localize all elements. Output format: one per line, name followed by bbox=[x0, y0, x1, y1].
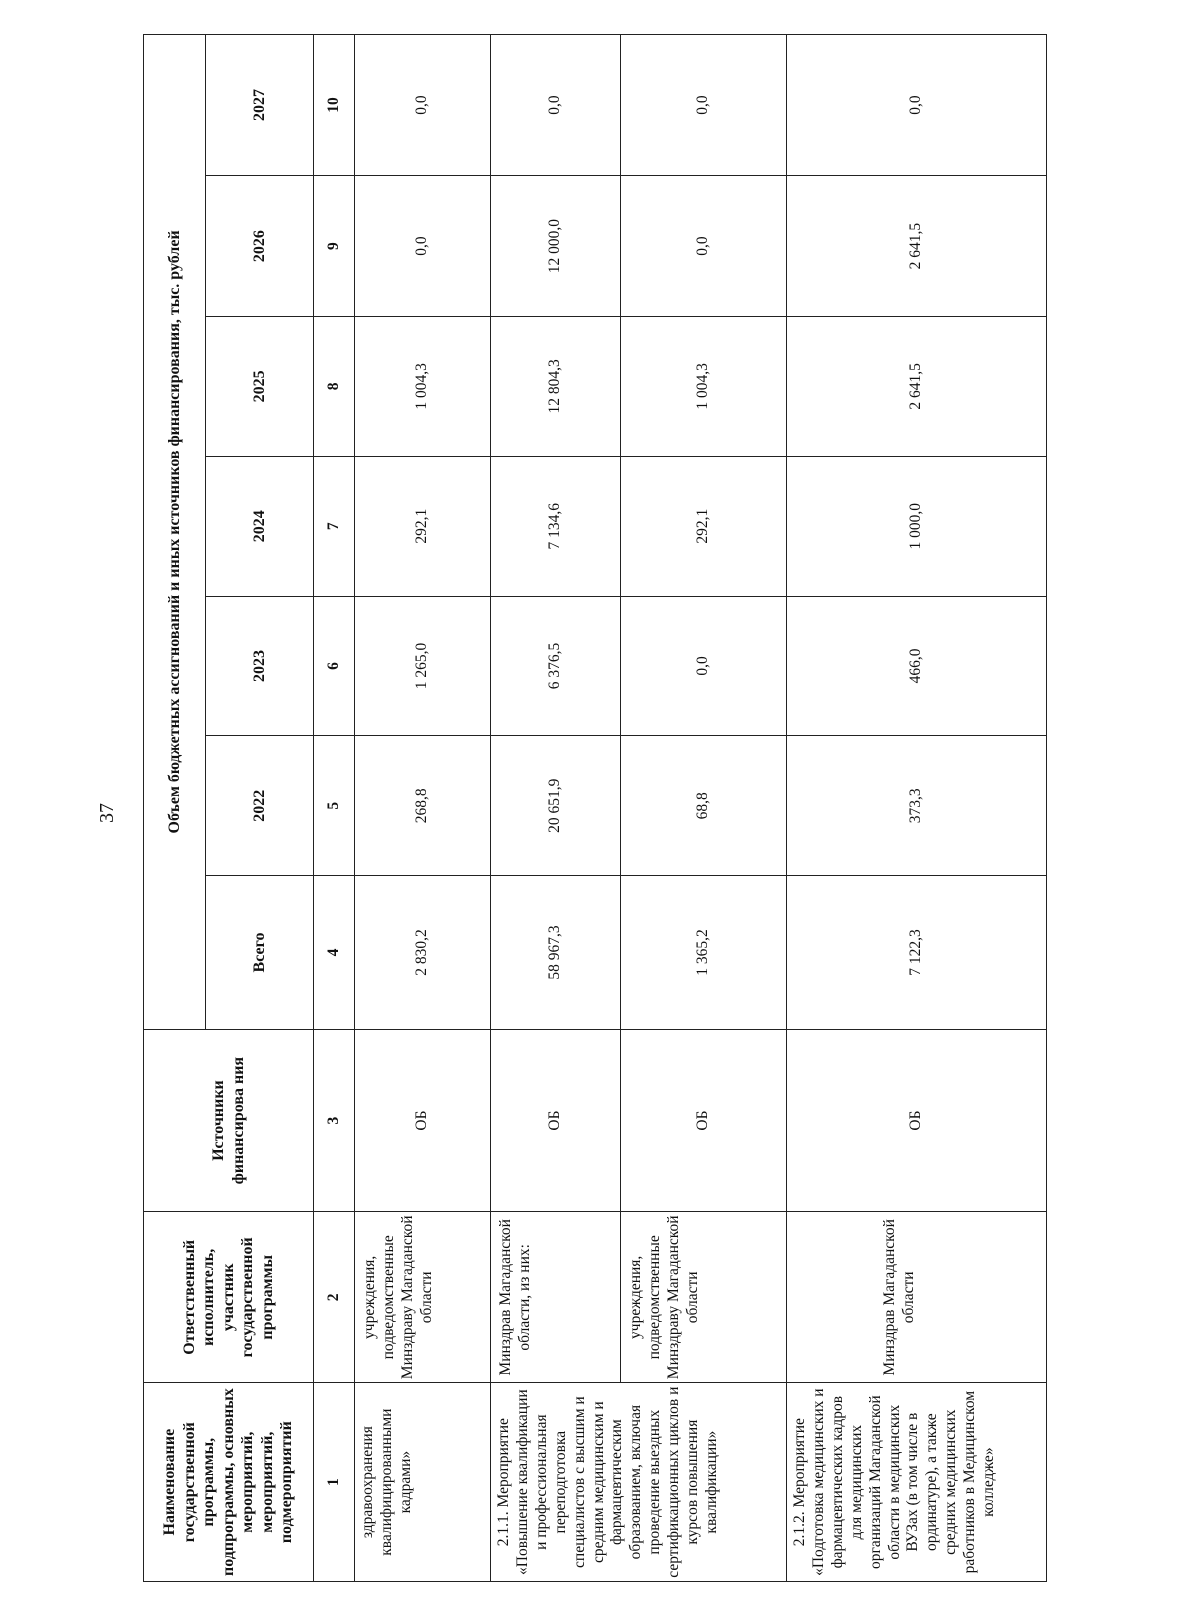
row-responsible: учреждения, подведомственные Минздраву Магаданской области bbox=[621, 1212, 787, 1383]
row-value-2023: 6 376,5 bbox=[491, 596, 621, 736]
column-number: 4 bbox=[314, 876, 355, 1030]
table-row bbox=[787, 35, 1047, 1582]
row-value-2026: 12 000,0 bbox=[491, 176, 621, 317]
row-value-2026: 2 641,5 bbox=[787, 176, 1047, 317]
row-value-total: 7 122,3 bbox=[787, 876, 1047, 1030]
row-value-total: 58 967,3 bbox=[491, 876, 621, 1030]
header-year-2022: 2022 bbox=[206, 736, 314, 876]
column-number: 3 bbox=[314, 1029, 355, 1212]
row-value-2022: 268,8 bbox=[355, 736, 491, 876]
table-row bbox=[621, 35, 787, 1582]
header-source: Источники финансирова ния bbox=[144, 1029, 314, 1212]
row-value-2024: 7 134,6 bbox=[491, 456, 621, 596]
row-source: ОБ bbox=[621, 1029, 787, 1212]
page-number: 37 bbox=[96, 803, 118, 823]
column-number: 1 bbox=[314, 1383, 355, 1582]
row-value-2022: 20 651,9 bbox=[491, 736, 621, 876]
header-name: Наименование государственной программы, подпрограммы, основных мероприятий, мероприятий, подмероприятий bbox=[144, 1383, 314, 1582]
row-name: 2.1.2. Мероприятие «Подготовка медицинских и фармацевтических кадров для медицинских организаций Магаданской области в медицинских ВУЗах (в том числе в ординатуре), а также средних медицинских работников в Медицинском колледже» bbox=[787, 1383, 1047, 1582]
column-number: 8 bbox=[314, 317, 355, 457]
row-value-2023: 0,0 bbox=[621, 596, 787, 736]
header-total: Всего bbox=[206, 876, 314, 1030]
row-name: здравоохранения квалифицированными кадрами» bbox=[355, 1383, 491, 1582]
row-value-2025: 2 641,5 bbox=[787, 317, 1047, 457]
financing-table-container bbox=[143, 34, 1035, 1582]
column-number: 7 bbox=[314, 456, 355, 596]
row-value-2022: 373,3 bbox=[787, 736, 1047, 876]
column-number: 10 bbox=[314, 35, 355, 176]
row-value-2023: 1 265,0 bbox=[355, 596, 491, 736]
row-source: ОБ bbox=[355, 1029, 491, 1212]
row-source: ОБ bbox=[787, 1029, 1047, 1212]
financing-table bbox=[143, 34, 1047, 1582]
row-value-2027: 0,0 bbox=[491, 35, 621, 176]
header-responsible: Ответственный исполнитель, участник государственной программы bbox=[144, 1212, 314, 1383]
row-value-2025: 1 004,3 bbox=[621, 317, 787, 457]
row-responsible: учреждения, подведомственные Минздраву Магаданской области bbox=[355, 1212, 491, 1383]
header-year-2025: 2025 bbox=[206, 317, 314, 457]
row-responsible: Минздрав Магаданской области, из них: bbox=[491, 1212, 621, 1383]
table-row bbox=[355, 35, 491, 1582]
row-value-2024: 292,1 bbox=[621, 456, 787, 596]
row-value-2025: 1 004,3 bbox=[355, 317, 491, 457]
header-year-2027: 2027 bbox=[206, 35, 314, 176]
row-value-total: 1 365,2 bbox=[621, 876, 787, 1030]
header-year-2024: 2024 bbox=[206, 456, 314, 596]
header-volume-group: Объем бюджетных ассигнований и иных источников финансирования, тыс. рублей bbox=[144, 35, 206, 1030]
row-name: 2.1.1. Мероприятие «Повышение квалификации и профессиональная переподготовка специалистов с высшим и средним медицинским и фармацевтическим образованием, включая проведение выездных сертификационных циклов и курсов повышения квалификации» bbox=[491, 1383, 787, 1582]
row-value-2023: 466,0 bbox=[787, 596, 1047, 736]
row-value-total: 2 830,2 bbox=[355, 876, 491, 1030]
column-number: 5 bbox=[314, 736, 355, 876]
header-row-group bbox=[144, 35, 206, 1582]
row-value-2026: 0,0 bbox=[355, 176, 491, 317]
column-number: 6 bbox=[314, 596, 355, 736]
column-number: 2 bbox=[314, 1212, 355, 1383]
row-value-2024: 292,1 bbox=[355, 456, 491, 596]
row-responsible: Минздрав Магаданской области bbox=[787, 1212, 1047, 1383]
row-value-2022: 68,8 bbox=[621, 736, 787, 876]
header-year-2023: 2023 bbox=[206, 596, 314, 736]
table-row bbox=[491, 35, 621, 1582]
row-source: ОБ bbox=[491, 1029, 621, 1212]
row-value-2025: 12 804,3 bbox=[491, 317, 621, 457]
column-number: 9 bbox=[314, 176, 355, 317]
row-value-2027: 0,0 bbox=[355, 35, 491, 176]
column-number-row bbox=[314, 35, 355, 1582]
row-value-2026: 0,0 bbox=[621, 176, 787, 317]
row-value-2027: 0,0 bbox=[621, 35, 787, 176]
row-value-2024: 1 000,0 bbox=[787, 456, 1047, 596]
row-value-2027: 0,0 bbox=[787, 35, 1047, 176]
header-year-2026: 2026 bbox=[206, 176, 314, 317]
